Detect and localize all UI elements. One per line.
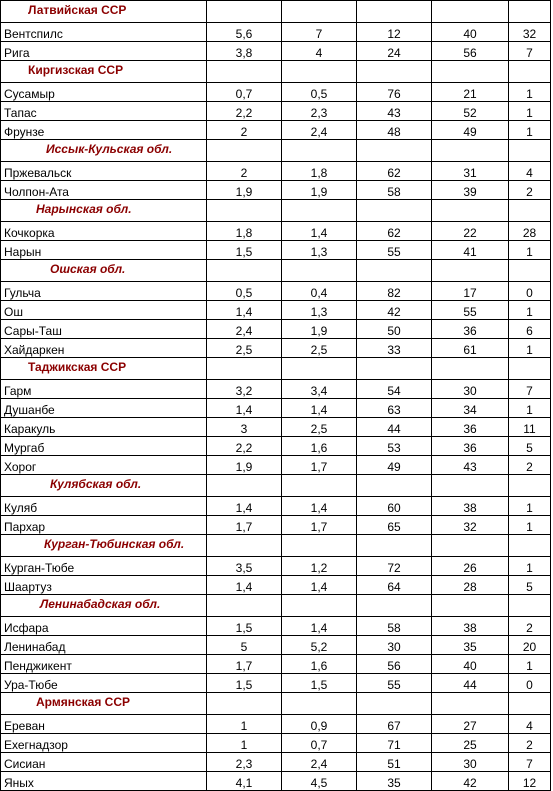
empty-cell [207,61,282,83]
value-cell: 1 [509,301,551,320]
value-cell: 4,5 [282,772,357,791]
table-row [1,162,551,181]
empty-cell [432,61,509,83]
section-title-cell [1,260,207,282]
empty-cell [432,475,509,497]
value-cell: 62 [357,222,432,241]
value-cell: 63 [357,399,432,418]
value-cell: 3 [207,418,282,437]
value-cell: 2,5 [282,418,357,437]
empty-cell [282,200,357,222]
empty-cell [357,200,432,222]
empty-cell [282,693,357,715]
value-cell: 2 [509,734,551,753]
value-cell: 36 [432,320,509,339]
value-cell: 1,6 [282,437,357,456]
value-cell: 31 [432,162,509,181]
station-name: Ехегнадзор [1,734,207,753]
station-name: Чолпон-Ата [1,181,207,200]
station-name: Хорог [1,456,207,475]
value-cell: 1,9 [207,456,282,475]
section-title: Армянская ССР [36,695,130,709]
section-title-cell [1,140,207,162]
empty-cell [282,260,357,282]
value-cell: 0,5 [207,282,282,301]
value-cell: 0,7 [282,734,357,753]
empty-cell [432,535,509,557]
value-cell: 35 [432,636,509,655]
station-name: Мургаб [1,437,207,456]
table-row [1,456,551,475]
value-cell: 12 [509,772,551,791]
empty-cell [432,260,509,282]
table-row [1,772,551,791]
station-name: Рига [1,42,207,61]
empty-cell [509,693,551,715]
value-cell: 2,4 [207,320,282,339]
station-name: Пархар [1,516,207,535]
table-row [1,674,551,693]
value-cell: 61 [432,339,509,358]
value-cell: 12 [357,23,432,42]
value-cell: 17 [432,282,509,301]
section-title-cell [1,61,207,83]
value-cell: 32 [509,23,551,42]
station-name: Нарын [1,241,207,260]
table-row [1,437,551,456]
empty-cell [282,61,357,83]
station-name: Фрунзе [1,121,207,140]
value-cell: 1,5 [207,617,282,636]
value-cell: 51 [357,753,432,772]
value-cell: 1 [509,83,551,102]
value-cell: 1,4 [207,399,282,418]
value-cell: 0,9 [282,715,357,734]
value-cell: 1 [509,557,551,576]
value-cell: 41 [432,241,509,260]
value-cell: 55 [357,241,432,260]
empty-cell [509,535,551,557]
station-name: Гарм [1,380,207,399]
station-name: Пржевальск [1,162,207,181]
empty-cell [207,1,282,23]
table-row [1,576,551,595]
station-name: Каракуль [1,418,207,437]
table-row [1,617,551,636]
section-title: Курган-Тюбинская обл. [44,537,185,551]
value-cell: 0,7 [207,83,282,102]
value-cell: 2,4 [282,753,357,772]
value-cell: 5,2 [282,636,357,655]
value-cell: 40 [432,655,509,674]
table-row [1,339,551,358]
value-cell: 1,4 [282,497,357,516]
value-cell: 55 [357,674,432,693]
empty-cell [432,595,509,617]
value-cell: 33 [357,339,432,358]
value-cell: 1 [207,734,282,753]
empty-cell [509,475,551,497]
empty-cell [432,200,509,222]
value-cell: 48 [357,121,432,140]
value-cell: 26 [432,557,509,576]
value-cell: 5,6 [207,23,282,42]
value-cell: 1,3 [282,241,357,260]
empty-cell [207,358,282,380]
empty-cell [432,1,509,23]
value-cell: 7 [509,380,551,399]
value-cell: 1,7 [282,516,357,535]
section-title-cell [1,358,207,380]
station-name: Ош [1,301,207,320]
table-row [1,23,551,42]
section-header-row [1,1,551,23]
station-name: Исфара [1,617,207,636]
value-cell: 1,4 [282,222,357,241]
value-cell: 2 [509,456,551,475]
value-cell: 76 [357,83,432,102]
empty-cell [207,595,282,617]
empty-cell [432,358,509,380]
station-name: Ленинабад [1,636,207,655]
value-cell: 1,6 [282,655,357,674]
value-cell: 3,2 [207,380,282,399]
section-title-cell [1,535,207,557]
value-cell: 36 [432,418,509,437]
value-cell: 2 [509,181,551,200]
empty-cell [282,140,357,162]
value-cell: 1,4 [207,497,282,516]
value-cell: 1,5 [207,674,282,693]
value-cell: 2,2 [207,437,282,456]
value-cell: 60 [357,497,432,516]
section-title: Кулябская обл. [50,477,142,491]
table-row [1,222,551,241]
empty-cell [357,1,432,23]
value-cell: 65 [357,516,432,535]
value-cell: 42 [432,772,509,791]
value-cell: 5 [509,437,551,456]
empty-cell [509,358,551,380]
value-cell: 1,8 [282,162,357,181]
value-cell: 62 [357,162,432,181]
value-cell: 1,5 [282,674,357,693]
empty-cell [509,61,551,83]
station-name: Сисиан [1,753,207,772]
value-cell: 3,8 [207,42,282,61]
value-cell: 27 [432,715,509,734]
station-name: Душанбе [1,399,207,418]
section-title-cell [1,595,207,617]
value-cell: 4 [509,715,551,734]
value-cell: 2,4 [282,121,357,140]
value-cell: 42 [357,301,432,320]
value-cell: 1 [509,516,551,535]
value-cell: 2 [509,617,551,636]
section-title-cell [1,200,207,222]
value-cell: 1,4 [282,576,357,595]
empty-cell [357,61,432,83]
empty-cell [357,595,432,617]
value-cell: 1,4 [207,576,282,595]
table-row [1,102,551,121]
value-cell: 7 [282,23,357,42]
value-cell: 2,2 [207,102,282,121]
section-title: Киргизская ССР [28,63,124,77]
value-cell: 35 [357,772,432,791]
table-row [1,516,551,535]
empty-cell [509,1,551,23]
station-name: Пенджикент [1,655,207,674]
section-title: Иссык-Кульская обл. [46,142,173,156]
value-cell: 58 [357,181,432,200]
table-row [1,42,551,61]
value-cell: 3,4 [282,380,357,399]
station-name: Тапас [1,102,207,121]
value-cell: 5 [207,636,282,655]
value-cell: 7 [509,753,551,772]
table-row [1,282,551,301]
value-cell: 49 [432,121,509,140]
table-row [1,497,551,516]
value-cell: 1,4 [282,399,357,418]
value-cell: 43 [357,102,432,121]
section-title-cell [1,475,207,497]
table-row [1,241,551,260]
value-cell: 4,1 [207,772,282,791]
value-cell: 1,7 [207,516,282,535]
value-cell: 32 [432,516,509,535]
value-cell: 1 [509,497,551,516]
empty-cell [207,535,282,557]
table-row [1,557,551,576]
table-row [1,380,551,399]
section-title: Таджикская ССР [28,360,127,374]
value-cell: 3,5 [207,557,282,576]
value-cell: 53 [357,437,432,456]
value-cell: 2 [207,162,282,181]
value-cell: 2 [207,121,282,140]
value-cell: 64 [357,576,432,595]
value-cell: 4 [282,42,357,61]
value-cell: 0,4 [282,282,357,301]
table-body [1,1,551,791]
value-cell: 40 [432,23,509,42]
empty-cell [432,140,509,162]
value-cell: 6 [509,320,551,339]
table-row [1,83,551,102]
empty-cell [282,475,357,497]
value-cell: 25 [432,734,509,753]
section-header-row [1,693,551,715]
empty-cell [509,260,551,282]
value-cell: 49 [357,456,432,475]
value-cell: 1 [509,399,551,418]
section-header-row [1,475,551,497]
station-name: Кочкорка [1,222,207,241]
empty-cell [207,693,282,715]
table-row [1,181,551,200]
station-name: Курган-Тюбе [1,557,207,576]
value-cell: 56 [357,655,432,674]
section-title-cell [1,693,207,715]
value-cell: 50 [357,320,432,339]
empty-cell [282,358,357,380]
table-row [1,753,551,772]
section-header-row [1,535,551,557]
section-title: Латвийская ССР [28,3,127,17]
value-cell: 72 [357,557,432,576]
value-cell: 38 [432,497,509,516]
station-name: Хайдаркен [1,339,207,358]
value-cell: 54 [357,380,432,399]
station-name: Вентспилс [1,23,207,42]
value-cell: 67 [357,715,432,734]
value-cell: 0,5 [282,83,357,102]
table-row [1,121,551,140]
value-cell: 20 [509,636,551,655]
value-cell: 2,5 [282,339,357,358]
station-name: Ереван [1,715,207,734]
value-cell: 21 [432,83,509,102]
station-name: Сусамыр [1,83,207,102]
empty-cell [432,693,509,715]
value-cell: 0 [509,674,551,693]
value-cell: 5 [509,576,551,595]
value-cell: 1 [509,339,551,358]
empty-cell [357,535,432,557]
empty-cell [207,140,282,162]
value-cell: 0 [509,282,551,301]
value-cell: 1 [509,102,551,121]
empty-cell [509,595,551,617]
value-cell: 1,3 [282,301,357,320]
table-row [1,655,551,674]
station-name: Сары-Таш [1,320,207,339]
value-cell: 55 [432,301,509,320]
value-cell: 22 [432,222,509,241]
value-cell: 82 [357,282,432,301]
section-header-row [1,140,551,162]
section-title: Ошская обл. [50,262,126,276]
empty-cell [357,475,432,497]
value-cell: 1,8 [207,222,282,241]
value-cell: 28 [432,576,509,595]
empty-cell [282,535,357,557]
value-cell: 1 [207,715,282,734]
value-cell: 1 [509,655,551,674]
value-cell: 30 [432,753,509,772]
station-name: Яных [1,772,207,791]
value-cell: 7 [509,42,551,61]
value-cell: 34 [432,399,509,418]
section-header-row [1,358,551,380]
table-row [1,418,551,437]
empty-cell [357,693,432,715]
value-cell: 1 [509,121,551,140]
value-cell: 2,3 [207,753,282,772]
section-title: Ленинабадская обл. [40,597,161,611]
value-cell: 38 [432,617,509,636]
value-cell: 1,9 [282,320,357,339]
station-name: Гульча [1,282,207,301]
empty-cell [357,260,432,282]
station-name: Шаартуз [1,576,207,595]
section-header-row [1,61,551,83]
empty-cell [509,200,551,222]
value-cell: 24 [357,42,432,61]
empty-cell [207,475,282,497]
value-cell: 1,5 [207,241,282,260]
value-cell: 1,9 [207,181,282,200]
table-row [1,715,551,734]
value-cell: 2,3 [282,102,357,121]
value-cell: 11 [509,418,551,437]
value-cell: 2,5 [207,339,282,358]
value-cell: 1,2 [282,557,357,576]
value-cell: 4 [509,162,551,181]
station-name: Куляб [1,497,207,516]
value-cell: 36 [432,437,509,456]
empty-cell [509,140,551,162]
value-cell: 52 [432,102,509,121]
value-cell: 56 [432,42,509,61]
table-row [1,301,551,320]
value-cell: 1 [509,241,551,260]
table-row [1,734,551,753]
table-row [1,320,551,339]
empty-cell [282,595,357,617]
value-cell: 28 [509,222,551,241]
table-row [1,636,551,655]
empty-cell [207,200,282,222]
section-header-row [1,595,551,617]
value-cell: 1,9 [282,181,357,200]
value-cell: 44 [357,418,432,437]
empty-cell [282,1,357,23]
section-title: Нарынская обл. [36,202,132,216]
value-cell: 58 [357,617,432,636]
value-cell: 71 [357,734,432,753]
table-row [1,399,551,418]
section-header-row [1,260,551,282]
value-cell: 1,4 [282,617,357,636]
empty-cell [357,140,432,162]
value-cell: 30 [432,380,509,399]
value-cell: 30 [357,636,432,655]
value-cell: 43 [432,456,509,475]
value-cell: 44 [432,674,509,693]
value-cell: 1,4 [207,301,282,320]
section-title-cell [1,1,207,23]
section-header-row [1,200,551,222]
empty-cell [357,358,432,380]
empty-cell [207,260,282,282]
station-name: Ура-Тюбе [1,674,207,693]
value-cell: 39 [432,181,509,200]
value-cell: 1,7 [207,655,282,674]
value-cell: 1,7 [282,456,357,475]
